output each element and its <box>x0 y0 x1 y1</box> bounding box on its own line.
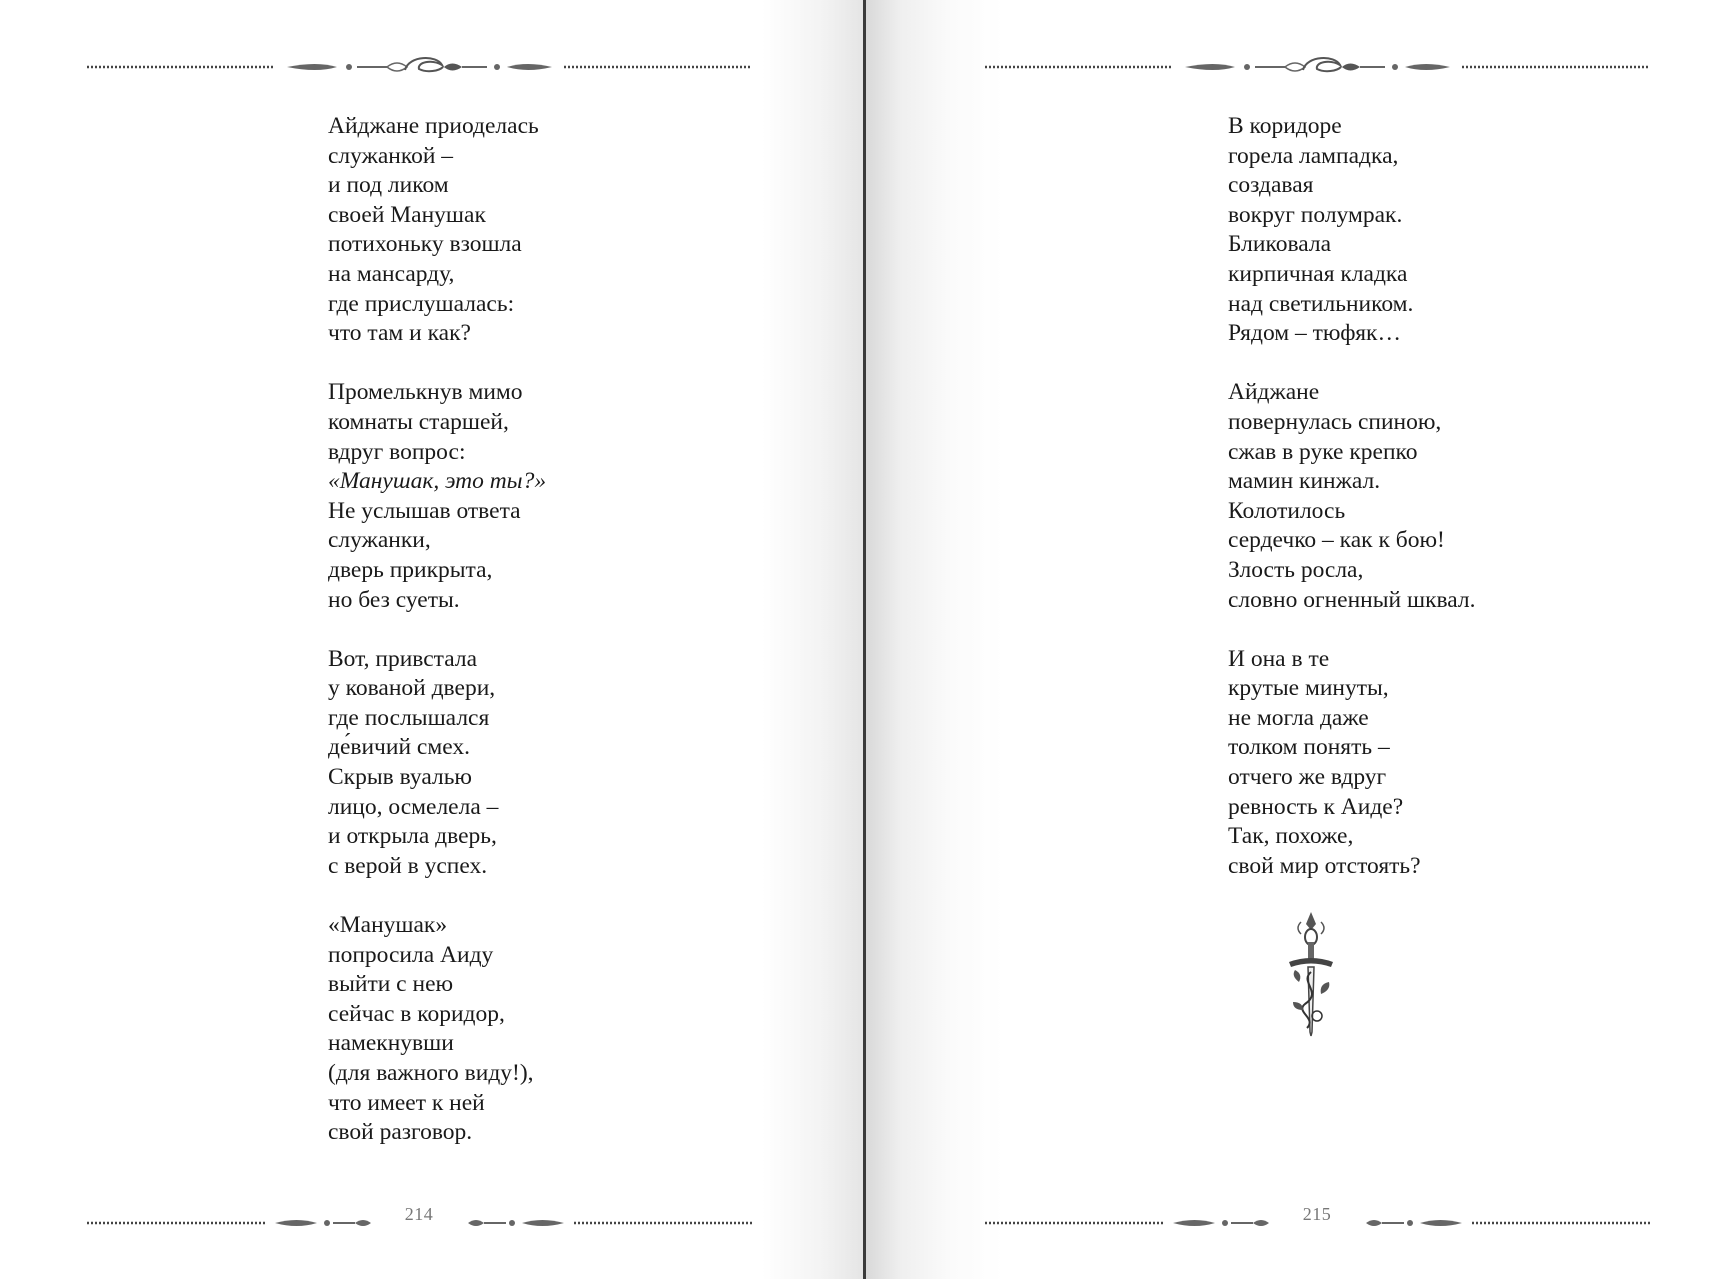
stanza <box>328 378 546 615</box>
poem-line: Так, похоже, <box>1228 823 1354 850</box>
poem-line: на мансарду, <box>328 260 455 287</box>
poem-line: не могла даже <box>1228 704 1369 731</box>
poem-line: и открыла дверь, <box>328 823 497 850</box>
poem-line: над светильником. <box>1228 290 1414 317</box>
flourish-divider-ornament-icon <box>985 57 1650 77</box>
stanza <box>1228 645 1476 882</box>
poem-line: комнаты старшей, <box>328 408 509 435</box>
stanza <box>1228 378 1476 615</box>
poem-line: попросила Аиду <box>328 941 494 968</box>
poem-line: вдруг вопрос: <box>328 438 466 465</box>
poem-line: горела лампадка, <box>1228 142 1399 169</box>
poem-line: Рядом – тюфяк… <box>1228 320 1401 347</box>
poem-line: Айджане <box>1228 379 1320 406</box>
poem-line: кирпичная кладка <box>1228 260 1408 287</box>
poem-line: де́вичий смех. <box>328 734 470 761</box>
poem-line: И она в те <box>1228 645 1330 672</box>
stanza <box>328 645 546 882</box>
poem-line: Промелькнув мимо <box>328 379 523 406</box>
page-number-left: 214 <box>404 1204 434 1224</box>
header-ornament-right <box>985 57 1650 77</box>
poem-line: В коридоре <box>1228 113 1342 139</box>
poem-line: что имеет к ней <box>328 1089 485 1116</box>
right-page-poem <box>1228 112 1476 911</box>
poem-line: повернулась спиною, <box>1228 408 1442 435</box>
dagger-with-rose-icon <box>1281 912 1341 1042</box>
poem-line: и под ликом <box>328 172 449 199</box>
poem-line: что там и как? <box>328 320 471 347</box>
book-spine <box>863 0 866 1279</box>
poem-line: (для важного виду!), <box>328 1060 534 1086</box>
poem-line: «Манушак, это ты?» <box>328 468 547 495</box>
poem-line: выйти с нею <box>328 971 454 998</box>
poem-line: Злость росла, <box>1228 556 1364 583</box>
poem-line: лицо, осмелела – <box>328 793 499 820</box>
left-page-poem <box>328 112 546 1177</box>
flourish-divider-ornament-icon <box>87 57 752 77</box>
poem-line: но без суеты. <box>328 586 460 613</box>
poem-line: свой мир отстоять? <box>1228 852 1421 879</box>
stanza <box>328 112 546 349</box>
poem-line: сердечко – как к бою! <box>1228 527 1445 554</box>
stanza <box>328 911 546 1148</box>
poem-line: «Манушак» <box>328 912 448 939</box>
poem-line: где прислушалась: <box>328 290 515 317</box>
poem-line: своей Манушак <box>328 201 486 228</box>
poem-line: отчего же вдруг <box>1228 764 1387 791</box>
poem-line: где послышался <box>328 704 490 731</box>
poem-line: словно огненный шквал. <box>1228 586 1476 613</box>
poem-line: ревность к Аиде? <box>1228 793 1404 820</box>
poem-line: Вот, привстала <box>328 645 478 672</box>
poem-line: служанкой – <box>328 142 454 169</box>
poem-line: крутые минуты, <box>1228 675 1389 702</box>
poem-line: Бликовала <box>1228 231 1332 258</box>
poem-line: толком понять – <box>1228 734 1390 761</box>
poem-line: создавая <box>1228 172 1314 199</box>
poem-line: Айджане приоделась <box>328 113 539 139</box>
poem-line: служанки, <box>328 527 431 554</box>
poem-line: дверь прикрыта, <box>328 556 493 583</box>
poem-line: намекнувши <box>328 1030 454 1057</box>
poem-line: у кованой двери, <box>328 675 496 702</box>
header-ornament-left <box>87 57 752 77</box>
poem-line: Скрыв вуалью <box>328 764 472 791</box>
poem-line: Колотилось <box>1228 497 1346 524</box>
poem-line: свой разговор. <box>328 1119 473 1146</box>
poem-line: потихоньку взошла <box>328 231 522 258</box>
poem-line: сейчас в коридор, <box>328 1000 505 1027</box>
poem-line: сжав в руке крепко <box>1228 438 1418 465</box>
poem-line: с верой в успех. <box>328 852 488 879</box>
page-number-right: 215 <box>1302 1204 1332 1224</box>
poem-line: мамин кинжал. <box>1228 468 1381 495</box>
poem-line: Не услышав ответа <box>328 497 521 524</box>
poem-line: вокруг полумрак. <box>1228 201 1403 228</box>
stanza <box>1228 112 1476 349</box>
